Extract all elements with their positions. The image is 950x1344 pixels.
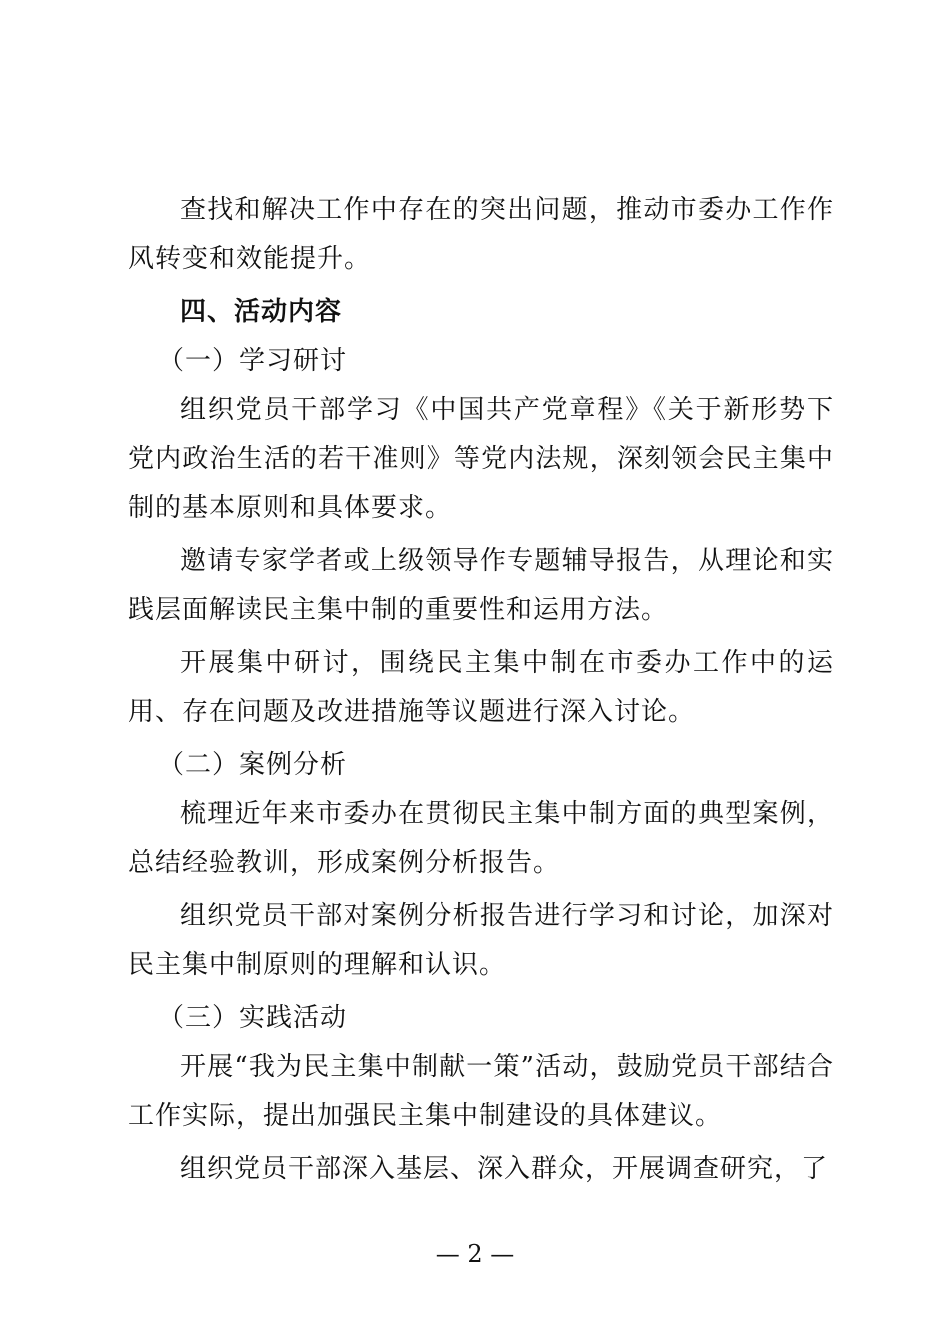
paragraph-field-research: 组织党员干部深入基层、深入群众，开展调查研究，了 <box>180 1154 829 1184</box>
paragraph-seminar: 开展集中研讨，围绕民主集中制在市委办工作中的运用、存在问题及改进措施等议题进行深入讨论。 <box>128 648 834 727</box>
paragraph-suggestion-activity: 开展“我为民主集中制献一策”活动，鼓励党员干部结合工作实际，提出加强民主集中制建设的具体建议。 <box>128 1052 834 1131</box>
section-heading-activity-content: 四、活动内容 <box>180 297 343 327</box>
paragraph-problems: 查找和解决工作中存在的突出问题，推动市委办工作作风转变和效能提升。 <box>128 195 834 274</box>
subheading-study: （一）学习研讨 <box>158 346 348 376</box>
paragraph-case-review: 梳理近年来市委办在贯彻民主集中制方面的典型案例，总结经验教训，形成案例分析报告。 <box>128 799 834 878</box>
document-body <box>128 186 834 1194</box>
paragraph-case-discussion: 组织党员干部对案例分析报告进行学习和讨论，加深对民主集中制原则的理解和认识。 <box>128 901 834 980</box>
page-number: — 2 — <box>435 1240 515 1268</box>
subheading-case-analysis: （二）案例分析 <box>158 750 348 780</box>
paragraph-study-regulations: 组织党员干部学习《中国共产党章程》《关于新形势下党内政治生活的若干准则》等党内法规，深刻领会民主集中制的基本原则和具体要求。 <box>128 395 834 523</box>
subheading-practice: （三）实践活动 <box>158 1003 348 1033</box>
paragraph-expert-report: 邀请专家学者或上级领导作专题辅导报告，从理论和实践层面解读民主集中制的重要性和运用方法。 <box>128 546 834 625</box>
